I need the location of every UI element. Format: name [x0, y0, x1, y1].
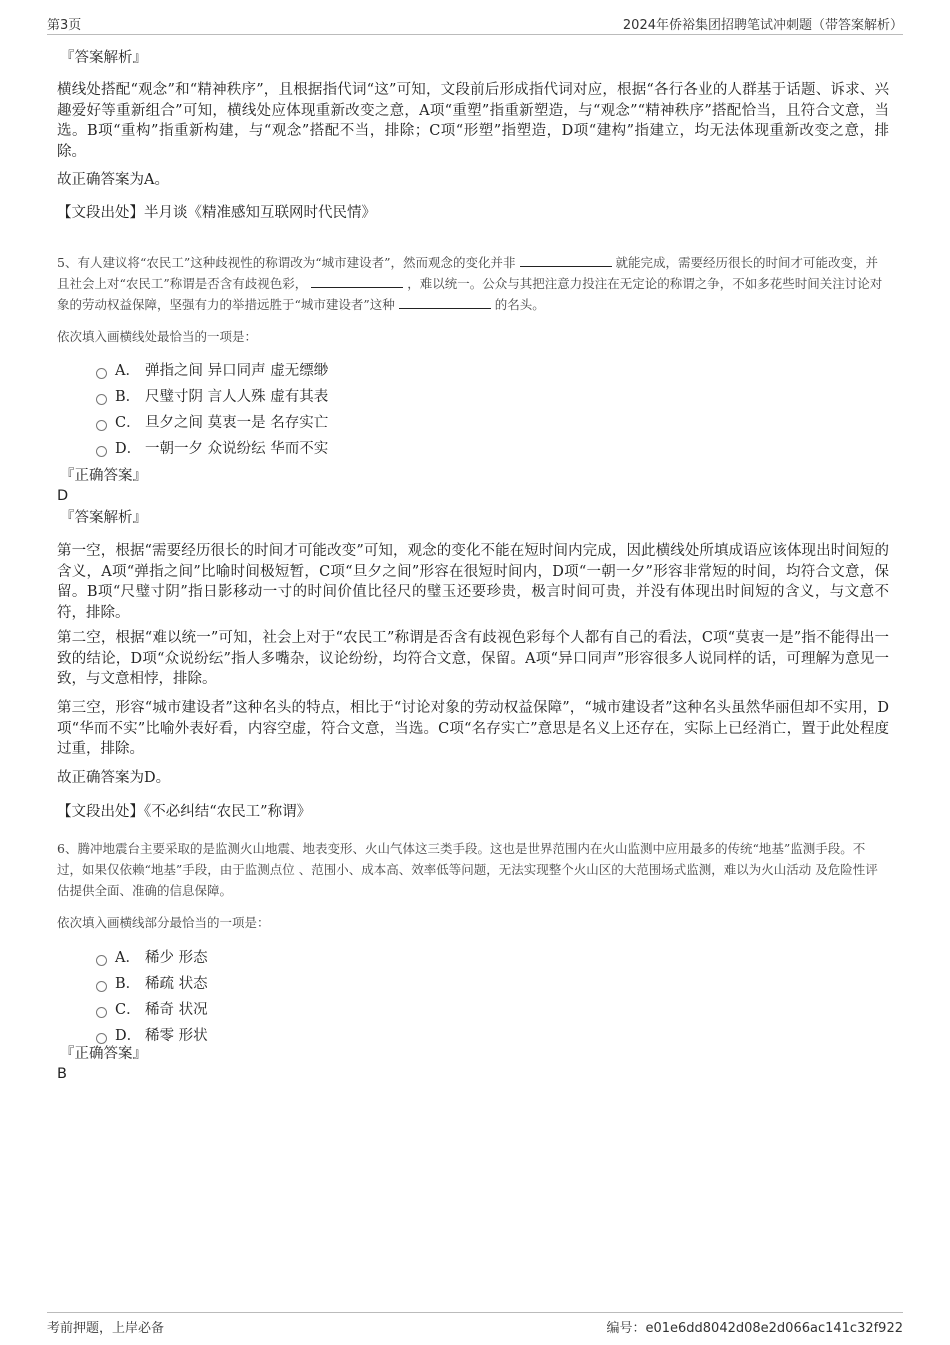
q5-analysis-para-1: 第一空，根据“需要经历很长的时间才可能改变”可知，观念的变化不能在短时间内完成，因此横线处所填成语应该体现出时间短的含义，A项“弹指之间”比喻时间极短暂，C项“旦夕之间”形容在很短时间内，D项“一朝一夕”形容非常短的时间，均符合文意，保留。B项“尺璧寸阴”指日影移动一寸的时间价值比径尺的璧玉还要珍贵，极言时间可贵，并没有体现出时间短的含义，与文意不符，排除。 [57, 543, 889, 621]
q5-answer-label: 『正确答案』 [60, 468, 147, 484]
q5-option-b[interactable]: B． 尺璧寸阴 言人人殊 虚有其表 [96, 387, 328, 407]
q5-option-a[interactable]: A． 弹指之间 异口同声 虚无缥缈 [96, 361, 328, 381]
radio-icon[interactable] [96, 1007, 107, 1018]
blank-1 [520, 254, 612, 267]
q5-source: 【文段出处】《不必纠结“农民工”称谓》 [57, 804, 312, 820]
q6-option-c[interactable]: C． 稀奇 状况 [96, 1000, 208, 1020]
prev-conclusion: 故正确答案为A。 [57, 172, 169, 188]
q5-answer: D [57, 488, 69, 504]
q5-stem: 5、有人建议将“农民工”这种歧视性的称谓改为“城市建设者”，然而观念的变化并非 就能完成，需要经历很长的时间才可能改变，并且社会上对“农民工”称谓是否含有歧视色彩， ，难以统一。公众与其把注意力投注在无定论的称谓之争，不如多花些时间关注讨论对象的劳动权益保障，坚强有力的举措远胜于“城市建设者”这种 的名头。 [57, 255, 883, 312]
blank-2 [311, 275, 403, 288]
document-id: 编号：e01e6dd8042d08e2d066ac141c32f922 [606, 1321, 903, 1336]
radio-icon[interactable] [96, 955, 107, 966]
q5-conclusion: 故正确答案为D。 [57, 770, 171, 786]
q5-analysis-para-3: 第三空，形容“城市建设者”这种名头的特点，相比于“讨论对象的劳动权益保障”，“城市建设者”这种名头虽然华丽但却不实用，D项“华而不实”比喻外表好看，内容空虚，符合文意，当选。C项“名存实亡”意思是名义上还存在，实际上已经消亡，置于此处程度过重，排除。 [57, 700, 889, 757]
footer-slogan: 考前押题，上岸必备 [47, 1321, 165, 1336]
q5-option-c[interactable]: C． 旦夕之间 莫衷一是 名存实亡 [96, 413, 328, 433]
radio-icon[interactable] [96, 446, 107, 457]
q6-stem: 6、腾冲地震台主要采取的是监测火山地震、地表变形、火山气体这三类手段。这也是世界范围内在火山监测中应用最多的传统“地基”监测手段。不过，如果仅依赖“地基”手段，由于监测点位 、范围小、成本高、效率低等问题，无法实现整个火山区的大范围场式监测，难以为火山活动 及危险性评估提供全面、准确的信息保障。 [57, 841, 878, 898]
q6-option-a[interactable]: A． 稀少 形态 [96, 948, 208, 968]
prev-source: 【文段出处】半月谈《精准感知互联网时代民情》 [57, 205, 376, 221]
radio-icon[interactable] [96, 420, 107, 431]
q6-prompt: 依次填入画横线部分最恰当的一项是： [57, 915, 270, 930]
radio-icon[interactable] [96, 394, 107, 405]
q5-analysis-label: 『答案解析』 [60, 510, 147, 526]
radio-icon[interactable] [96, 981, 107, 992]
q5-option-d[interactable]: D． 一朝一夕 众说纷纭 华而不实 [96, 439, 328, 459]
radio-icon[interactable] [96, 1033, 107, 1044]
page-footer [47, 1312, 903, 1335]
q5-prompt: 依次填入画横线处最恰当的一项是： [57, 329, 258, 344]
q6-answer: B [57, 1066, 67, 1082]
document-title: 2024年侨裕集团招聘笔试冲刺题（带答案解析） [622, 18, 903, 33]
q6-answer-label: 『正确答案』 [60, 1046, 147, 1062]
page-number: 第3页 [47, 18, 82, 33]
prev-analysis-label: 『答案解析』 [60, 50, 147, 66]
q6-option-d[interactable]: D． 稀零 形状 [96, 1026, 208, 1046]
radio-icon[interactable] [96, 368, 107, 379]
page-header [47, 14, 903, 35]
q6-option-b[interactable]: B． 稀疏 状态 [96, 974, 208, 994]
q5-analysis-para-2: 第二空，根据“难以统一”可知，社会上对于“农民工”称谓是否含有歧视色彩每个人都有自己的看法，C项“莫衷一是”指不能得出一致的结论，D项“众说纷纭”指人多嘴杂，议论纷纷，均符合文意，保留。A项“异口同声”形容很多人说同样的话，可理解为意见一致，与文意相悖，排除。 [57, 630, 889, 687]
prev-analysis: 横线处搭配“观念”和“精神秩序”，且根据指代词“这”可知，文段前后形成指代词对应，根据“各行各业的人群基于话题、诉求、兴趣爱好等重新组合”可知，横线处应体现重新改变之意，A项“重塑”指重新塑造，与“观念”“精神秩序”搭配恰当，且符合文意，当选。B项“重构”指重新构建，与“观念”搭配不当，排除；C项“形塑”指塑造，D项“建构”指建立，均无法体现重新改变之意，排除。 [57, 82, 889, 160]
blank-3 [399, 296, 491, 309]
